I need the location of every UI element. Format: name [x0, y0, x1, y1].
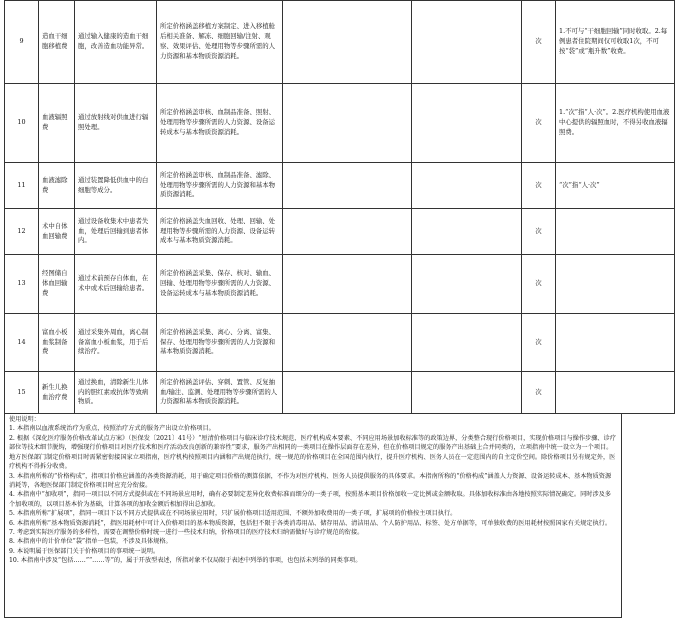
usage-note-item: 9. 本说明属于医保部门关于价格项目的事项统一说明。 [9, 547, 160, 555]
usage-notes [4, 413, 622, 618]
item-number: 13 [5, 255, 39, 314]
pricing-unit: 次 [522, 314, 556, 372]
item-remark: 1.不可与“干细胞回输”同时收取。2.每例患者住院期间仅可收取1次，不可按“袋”或“瓶升数”收费。 [556, 1, 675, 84]
table-row [5, 163, 675, 209]
price-item-table [4, 0, 675, 414]
table-row [5, 314, 675, 372]
service-output: 通过放射线对供血进行辐照处理。 [75, 84, 157, 163]
blank-cell [283, 372, 412, 414]
blank-cell [412, 209, 522, 255]
table-row [5, 255, 675, 314]
price-composition: 所定价格涵盖移植方案制定、进入移植舱后相关准备、解冻、细胞回输/注射、观察、效果评估、处理用物等步骤所需的人力资源和基本物质资源消耗。 [157, 1, 283, 84]
table-row [5, 1, 675, 84]
service-output: 通过输入健康的造血干细胞，改善造血功能异常。 [75, 1, 157, 84]
blank-cell [283, 163, 412, 209]
price-composition: 所定价格涵盖评估、穿刺、置管、反复抽血/输注、监测、处理用物等步骤所需的人力资源和基本物质资源消耗。 [157, 372, 283, 414]
item-remark [556, 314, 675, 372]
item-remark [556, 255, 675, 314]
table-row [5, 84, 675, 163]
pricing-unit: 次 [522, 255, 556, 314]
usage-note-item: 5. 本指南所称“扩展项”，指同一项目下以不同方式提供或在不同场景应用时，只扩展价格项目适用范围、不额外加收费用的一类子项，扩展项的价格按主项目执行。 [9, 510, 457, 518]
usage-note-item: 8. 本指南中的计价单位“袋”指单一包装，不涉及具体规格。 [9, 538, 172, 546]
blank-cell [283, 314, 412, 372]
usage-notes-title: 使用说明： [9, 416, 40, 423]
item-number: 9 [5, 1, 39, 84]
blank-cell [412, 1, 522, 84]
item-name: 术中自体血回输费 [39, 209, 75, 255]
usage-note-item: 10. 本指南中涉及“包括……”“……等”的，属于开放型表述，所指对象不仅局限于表述中列举的事项，也包括未列举的同类事项。 [9, 557, 362, 565]
service-output: 通过设备收集术中患者失血，处理后回输到患者体内。 [75, 209, 157, 255]
pricing-unit: 次 [522, 84, 556, 163]
item-remark [556, 209, 675, 255]
service-output: 通过装置降低供血中的白细胞等成分。 [75, 163, 157, 209]
item-number: 14 [5, 314, 39, 372]
blank-cell [283, 84, 412, 163]
usage-note-item: 1. 本指南以血液系统治疗为重点，按照治疗方式的服务产出设立价格项目。 [9, 425, 215, 433]
item-name: 经图储自体血回输费 [39, 255, 75, 314]
usage-note-item: 4. 本指南中“加收项”，指同一项目以不同方式提供或在不同场景应用时，确有必要制定差异化收费标准而细分的一类子项，按照基本项目价格加收一定比例或金额收取。具体加收标准由各地按照实际情况确定。同时涉及多个加收项的，以项目基本价为基础，计算各项的加收金额后相加得出总加收。 [9, 491, 612, 508]
usage-note-item: 7. 考虑到实际医疗服务的多样性，需要在调整价格时统一进行一些技术归纳，价格项目的医疗技术归纳需做好与诊疗规范的衔接。 [9, 529, 364, 537]
item-remark: “次”指“人·次” [556, 163, 675, 209]
item-name: 富血小板血浆制备费 [39, 314, 75, 372]
item-name: 血液滤除费 [39, 163, 75, 209]
blank-cell [283, 209, 412, 255]
price-composition: 所定价格涵盖采集、离心、分离、富集、保存、处理用物等步骤所需的人力资源和基本物质资源消耗。 [157, 314, 283, 372]
service-output: 通过采集外周血，离心制备富血小板血浆，用于后续治疗。 [75, 314, 157, 372]
pricing-unit: 次 [522, 1, 556, 84]
pricing-unit: 次 [522, 372, 556, 414]
blank-cell [283, 1, 412, 84]
price-composition: 所定价格涵盖审核、血制品准备、照射、处理用物等步骤所需的人力资源、设备运转成本与基本物质资源消耗。 [157, 84, 283, 163]
usage-note-item: 2. 根据《深化医疗服务价格改革试点方案》（医保发〔2021〕41号）“厘清价格项目与临床诊疗技术规范、医疗机构成本要素、不同应用场景加收标准等的政策边界，分类整合现行价格项目，实现价格项目与操作步骤、诊疗部位等技术细节脱钩，增强现行价格项目对医疗技术和医疗活动改良创新的兼容性”要求，服务产出相同的一类项目在操作层面存在差异，但在价格项目规定的服务产出基础上合并同类的，立项指南中统一设立为一个项目。地方医保部门制定价格项目时需紧密衔接国家立项指南，医疗机构按照项目内涵和产出规范执行，统一规范的价格项目在全国范围内执行，提升医疗机构、医务人员在一定范围内的自主定价空间。除价格项目另有规定外，医疗机构不得拆分收费。 [9, 434, 616, 471]
service-output: 通过换血，清除新生儿体内的胆红素或抗体等致病物质。 [75, 372, 157, 414]
table-row [5, 209, 675, 255]
table-row [5, 372, 675, 414]
price-item-sheet [4, 0, 670, 619]
blank-cell [412, 84, 522, 163]
item-number: 15 [5, 372, 39, 414]
price-composition: 所定价格涵盖失血回收、处理、回输、处理用物等步骤所需的人力资源、设备运转成本与基本物质资源消耗。 [157, 209, 283, 255]
blank-cell [412, 372, 522, 414]
item-name: 造血干细胞移植费 [39, 1, 75, 84]
usage-note-item: 3. 本指南所称的“价格构成”，指项目价格应涵盖的各类资源消耗，用于确定项目价格的测算依据，不作为对医疗机构、医务人员提供服务的具体要求。本指南所称的“价格构成”涵盖人力资源、设备运转成本、基本物质资源消耗等，各地医保部门制定价格项目时应充分衔接。 [9, 472, 612, 489]
price-composition: 所定价格涵盖审核、血制品准备、滤除、处理用物等步骤所需的人力资源和基本物质资源消耗。 [157, 163, 283, 209]
item-remark: 1.“次”指“人·次”。2.医疗机构使用血液中心提供的辐照血时，不得另收血液辐照费。 [556, 84, 675, 163]
item-remark [556, 372, 675, 414]
blank-cell [412, 163, 522, 209]
item-name: 新生儿换血治疗费 [39, 372, 75, 414]
blank-cell [412, 314, 522, 372]
blank-cell [412, 255, 522, 314]
usage-note-item: 6. 本指南所称“基本物质资源消耗”，指医用耗材中可计入价格项目的基本物质资源，包括但不限于各类消毒用品、储存用品、清洁用品、个人防护用品、标签、处方单据等，可单独收费的医用耗材按照国家有关规定执行。 [9, 519, 612, 527]
service-output: 通过术前预存自体血，在术中或术后回输给患者。 [75, 255, 157, 314]
pricing-unit: 次 [522, 163, 556, 209]
item-number: 12 [5, 209, 39, 255]
blank-cell [283, 255, 412, 314]
item-number: 11 [5, 163, 39, 209]
pricing-unit: 次 [522, 209, 556, 255]
price-composition: 所定价格涵盖采集、保存、核对、输血、回输、处理用物等步骤所需的人力资源、设备运转成本与基本物质资源消耗。 [157, 255, 283, 314]
item-name: 血液辐照费 [39, 84, 75, 163]
item-number: 10 [5, 84, 39, 163]
